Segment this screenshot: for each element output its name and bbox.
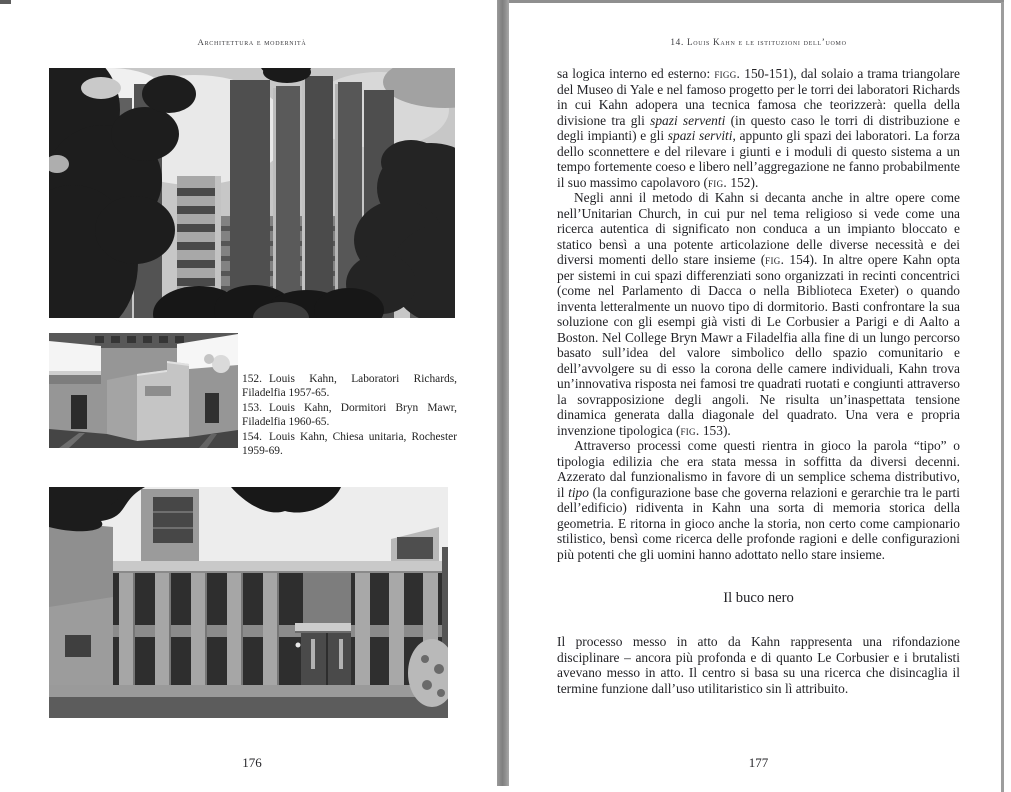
page-gutter-shadow [497, 0, 509, 786]
caption-154-text: Louis Kahn, Chiesa unitaria, Rochester 1959-69. [242, 430, 457, 458]
caption-152-text: Louis Kahn, Laboratori Richards, Filadelfia 1957-65. [242, 373, 457, 400]
caption-153-number: 153. [242, 401, 262, 414]
right-page-number: 177 [748, 755, 769, 770]
paragraph: Attraverso processi come questi rientra in gioco la parola “tipo” o tipologia edilizia che era stata messa in soffitta da diversi decenni. Azzerato dal funzionalismo in favore di un semplice schema distributivo, il tipo (la configurazione base che governa relazioni e gerarchie tra le parti dell’edificio) ridiventa in Kahn una sorta di memoria storica della geometria. E ritorna in gioco anche la storia, non certo come campionario stilistico, bensì come ricerca delle profonde ragioni e delle configurazioni più potenti che gli uomini hanno adottato nello stare insieme. [557, 438, 961, 562]
caption-153-text: Louis Kahn, Dormitori Bryn Mawr, Filadelfia 1960-65. [242, 401, 457, 429]
left-page-number: 176 [242, 755, 262, 770]
bryn-mawr-interior-image [49, 333, 238, 448]
caption-154 [242, 430, 457, 459]
paragraph: Il processo messo in atto da Kahn rappresenta una rifondazione disciplinare – ancora più profonda e di quanto Le Corbusier e i brutalisti avevano messo in atto. Il centro si basa su una ricerca che disincaglia il termine funzione dall’uso utilitaristico sin lì attribuito. [557, 634, 960, 696]
caption-152 [242, 372, 457, 401]
body-paragraphs [557, 66, 960, 562]
figure-152-richards-laboratories-photo [49, 68, 455, 318]
scan-page-edge-top [509, 0, 1004, 3]
scan-artifact-top-left [0, 0, 11, 4]
caption-152-number: 152. [242, 373, 262, 385]
figure-captions [242, 372, 457, 458]
richards-laboratories-image [49, 68, 455, 318]
caption-154-number: 154. [242, 430, 262, 443]
paragraph: sa logica interno ed esterno: figg. 150-151), dal solaio a trama triangolare del Museo di Yale e nel famoso progetto per le torri dei laboratori Richards in cui Kahn adopera una tecnica famosa che teorizzerà: quella della divisione tra gli spazi serventi (in questo caso le torri di distribuzione e degli impianti) e gli spazi serviti, appunto gli spazi dei laboratori. La forza dello sconnettere e del rilevare i giunti e i moduli di questo sistema a un tempo fortemente coeso e libero nell’aggregazione ne fanno probabilmente il suo massimo capolavoro (fig. 152). [557, 66, 961, 190]
caption-153 [242, 401, 457, 430]
scan-page-edge-right [1001, 2, 1004, 792]
figure-153-bryn-mawr-interior-photo [49, 333, 238, 448]
section-heading: Il buco nero [723, 590, 794, 606]
left-running-head: Architettura e modernità [197, 37, 307, 47]
section-paragraphs [557, 634, 960, 696]
figure-154-unitarian-church-photo [49, 487, 448, 718]
body-text-column [557, 66, 960, 696]
unitarian-church-image [49, 487, 448, 718]
right-running-head: 14. Louis Kahn e le istituzioni dell’uomo [670, 37, 847, 47]
paragraph: Negli anni il metodo di Kahn si decanta anche in altre opere come nell’Unitarian Church, in cui pur nel tema religioso si vede come una ricerca autentica di significato non conduca a un impianto bloccato e statico bensì a una potente articolazione delle diverse necessità e dei diversi momenti dello stare insieme (fig. 154). In altre opere Kahn opta per sistemi in cui spazi differenziati sono organizzati in recinti concentrici (come nel Parlamento di Dacca o nella Biblioteca Exeter) o quando inventa letteralmente un nuovo tipo di dormitorio. Basti confrontare la sua soluzione con gli esempi già visti di Le Corbusier a Parigi e di Aalto a Boston. Nel College Bryn Mawr a Filadelfia alla fine di un lungo percorso basato sull’idea del valore simbolico dello spazio comunitario e dell’avvolgere su di esso la corona delle camere individuali, Kahn trova un’innovativa risposta nei famosi tre quadrati ruotati e congiunti attraverso la sovrapposizione degli angoli. Ne risulta un’inaspettata tensione dinamica generata dalla diagonale del quadrato. Una vera e propria invenzione tipologica (fig. 153). [557, 190, 961, 438]
